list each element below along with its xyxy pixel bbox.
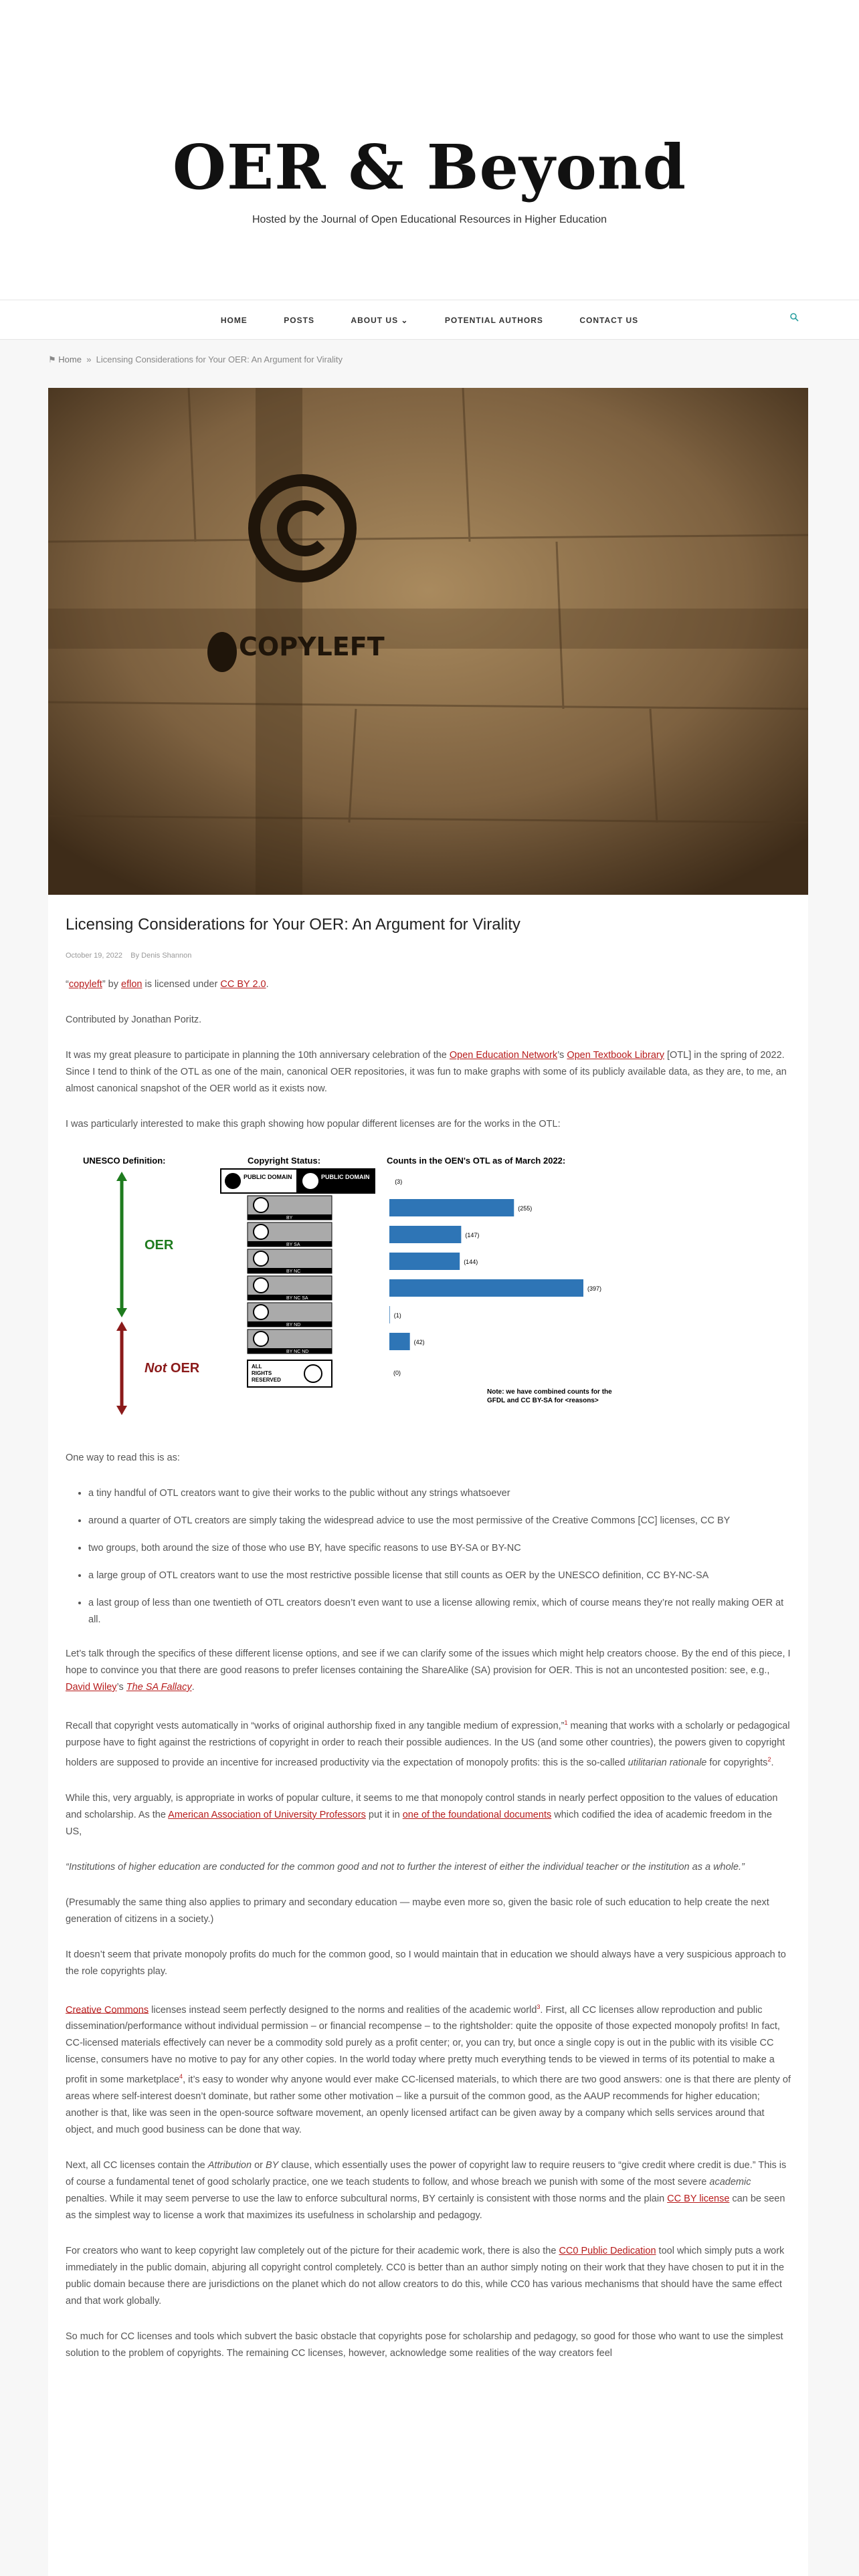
david-wiley-link[interactable]: David Wiley (66, 1682, 117, 1693)
hero-copyleft-text: COPYLEFT (239, 632, 385, 661)
eflon-link[interactable]: eflon (121, 979, 142, 990)
cc-icon (254, 1331, 268, 1346)
bars-group (389, 1199, 583, 1350)
cc0-link[interactable]: CC0 Public Dedication (559, 2246, 656, 2257)
breadcrumb-separator: » (86, 354, 92, 364)
chart-title: Counts in the OEN's OTL as of March 2022: (387, 1156, 566, 1166)
badge-text: BY NC SA (286, 1296, 308, 1301)
license-chart (72, 1152, 654, 1427)
home-icon: ⚑ (48, 354, 56, 364)
post-title: Licensing Considerations for Your OER: An Argument for Virality (66, 916, 520, 934)
nav-home[interactable]: HOME (220, 316, 248, 325)
oer-label: OER (145, 1238, 174, 1253)
chart-left-header: UNESCO Definition: (83, 1156, 166, 1166)
footnote-2[interactable]: 2 (767, 1755, 771, 1763)
nav-about-us[interactable]: ABOUT US ⌄ (351, 316, 409, 325)
site-tagline: Hosted by the Journal of Open Educational Resources in Higher Education (252, 214, 607, 225)
paragraph-graph-intro: I was particularly interested to make this graph showing how popular different licenses are for the works in the OTL: (66, 1119, 561, 1130)
cc-by-license-link[interactable]: CC BY license (667, 2193, 730, 2205)
creative-commons-link[interactable]: Creative Commons (66, 2004, 149, 2016)
post-author[interactable]: By Denis Shannon (130, 952, 192, 960)
cc-icon (254, 1278, 268, 1293)
bar-cc-by-nd (389, 1306, 390, 1323)
all-rights-reserved-text: RIGHTS (252, 1370, 272, 1376)
bar-cc-by-nc-sa (389, 1279, 583, 1297)
value-label: (3) (395, 1178, 403, 1185)
copyright-icon (304, 1365, 322, 1382)
nav-posts[interactable]: POSTS (284, 316, 314, 325)
cc-icon (254, 1251, 268, 1266)
list-item: • a last group of less than one twentieth of OTL creators doesn’t even want to use a license allowing remix, which of course means they’re not really making OER at all. (88, 1595, 791, 1628)
badge-text: BY SA (286, 1243, 300, 1247)
foundational-document-link[interactable]: one of the foundational documents (402, 1809, 552, 1820)
pd-badge-1: PUBLIC DOMAIN (244, 1174, 292, 1180)
image-attribution: “copyleft” by eflon is licensed under CC BY 2.0. (66, 979, 269, 990)
search-icon[interactable] (789, 312, 799, 325)
all-rights-reserved-text: RESERVED (252, 1377, 281, 1383)
oer-arrow (116, 1172, 127, 1317)
list-item: • a tiny handful of OTL creators want to give their works to the public without any strings whatsoever (88, 1485, 791, 1502)
aaup-link[interactable]: American Association of University Professors (168, 1809, 366, 1820)
paragraph-intro: It was my great pleasure to participate in planning the 10th anniversary celebration of the Open Education Network’s Open Textbook Library [OTL] in the spring of 2022. Since I tend to think of the OTL as one of the main, canonical OER repositories, it was fun to make graphs with some of its publicly available data, as they are, to me, an almost canonical snapshot of the OER world as it exists now. (66, 1050, 787, 1094)
paragraph-presumably: (Presumably the same thing also applies to primary and secondary education — maybe even more so, given the basic role of such education to help create the next generation of citizens in a society.) (66, 1897, 769, 1925)
paragraph-remaining: So much for CC licenses and tools which subvert the basic obstacle that copyrights pose for scholarship and pedagogy, so good for those who want to use the simplest solution to the problem of copyrights. The remaining CC licenses, however, acknowledge some realities of the way creators feel (66, 2331, 783, 2359)
badge-text: BY NC ND (286, 1350, 309, 1354)
license-badges (248, 1196, 332, 1387)
post-date[interactable]: October 19, 2022 (66, 952, 123, 960)
cc-icon (254, 1305, 268, 1319)
sa-fallacy-link[interactable]: The SA Fallacy (126, 1682, 192, 1693)
nav-potential-authors[interactable]: POTENTIAL AUTHORS (444, 316, 543, 325)
bar-cc-by-sa (389, 1226, 461, 1243)
value-label: (147) (465, 1232, 480, 1239)
all-rights-reserved-text: ALL (252, 1364, 262, 1370)
list-item: • a large group of OTL creators want to use the most restrictive possible license that still counts as OER by the UNESCO definition, CC BY-NC-SA (88, 1568, 791, 1584)
hero-image (48, 388, 808, 895)
value-label: (1) (393, 1312, 401, 1319)
pd-badge-2: PUBLIC DOMAIN (321, 1174, 370, 1180)
value-label: (255) (518, 1205, 533, 1212)
breadcrumb (48, 354, 343, 365)
not-oer-arrow (116, 1321, 127, 1415)
value-label: (0) (393, 1370, 401, 1376)
post-meta (66, 948, 791, 964)
paragraph-creative-commons: Creative Commons licenses instead seem perfectly designed to the norms and realities of the academic world$^3$. First, all CC licenses allow reproduction and public dissemination/performance without individual permission – or financial recompense – to the rightsholder: quite the opposite of those expected monopoly profits! In fact, CC-licensed materials effectively can never be a commodity sold purely as a profit center; or, you can try, but once a single copy is out in the public with its visible CC license, consumers have no motive to pay for any other copies. In the world today where pretty much everything tends to be viewed in terms of its potential to make a profit in some marketplace$^4$, it’s easy to wonder why anyone would ever make CC-licensed materials, to which there are two good answers: one is that there are plenty of areas where self-interest doesn’t dominate, but rather some other motivation – like a pursuit of the common good, as the AAUP recommends for higher education; another is that, like was seen in the open-source software movement, an openly licensed artifact can be given away by a company which sells services around that object, and much good business can be done that way. (66, 2003, 791, 2136)
footnote-4[interactable]: 4 (179, 2073, 183, 2080)
nav-contact-us[interactable]: CONTACT US (579, 316, 639, 325)
cc-by-20-link[interactable]: CC BY 2.0 (220, 979, 266, 990)
main-navigation (0, 300, 859, 340)
copyleft-link[interactable]: copyleft (68, 979, 102, 990)
paragraph-copyright: Recall that copyright vests automatically in “works of original authorship fixed in any tangible medium of expression,”$^1$ meaning that works with a scholarly or pedagogical purpose have to fight against the restrictions of copyright in order to reach their possible audiences. In the US (and some other countries), the powers given to copyright holders are supposed to provide an incentive for increased productivity via the expectation of monopoly profits: this is the so-called utilitarian rationale for copyrights$^2$. (66, 1719, 790, 1768)
cc-icon (254, 1224, 268, 1239)
paragraph-attribution: Next, all CC licenses contain the Attribution or BY clause, which essentially uses the power of copyright law to require reusers to “give credit where credit is due.” This is of course a fundamental tenet of good scholarly practice, one we teach students to follow, and whose breach we punish with some of the most severe academic penalties. While it may seem perverse to use the law to enforce subcultural norms, BY certainly is consistent with those norms and the plain CC BY license can be seen as the simplest way to license a work that maximizes its usefulness in scholarship and pedagogy. (66, 2160, 787, 2222)
paragraph-cc0: For creators who want to keep copyright law completely out of the picture for their academic work, there is also the CC0 Public Dedication tool which simply puts a work immediately in the public domain, abjuring all copyright control completely. CC0 is better than an author simply noting on their work that they have chosen to put it in the public domain because there are jurisdictions on the planet which do not allow creators to do this, while CC0 has various mechanisms that should have the same effect and that work globally. (66, 2246, 785, 2307)
list-item: • around a quarter of OTL creators are simply taking the widespread advice to use the most permissive of the Creative Commons [CC] licenses, CC BY (88, 1513, 791, 1529)
badge-text: BY ND (286, 1323, 301, 1327)
license-chart-svg (72, 1152, 654, 1427)
chart-note: Note: we have combined counts for the GFDL and CC BY-SA for <reasons> (487, 1388, 614, 1404)
cc-icon (254, 1198, 268, 1212)
contributed-by: Contributed by Jonathan Poritz. (66, 1014, 202, 1025)
value-label: (397) (587, 1285, 602, 1292)
aaup-quote: “Institutions of higher education are conducted for the common good and not to further the interest of either the individual teacher or the institution as a whole.” (66, 1861, 745, 1872)
open-textbook-library-link[interactable]: Open Textbook Library (567, 1050, 664, 1061)
paragraph-sa-intro: Let’s talk through the specifics of these different license options, and see if we can clarify some of the issues which might help creators choose. By the end of this piece, I hope to convince you that there are good reasons to prefer licenses containing the ShareAlike (SA) provision for OER. This is not an uncontested position: see, e.g., David Wiley’s The SA Fallacy. (66, 1648, 791, 1693)
post-card (48, 895, 808, 2576)
open-education-network-link[interactable]: Open Education Network (449, 1050, 558, 1061)
site-header (0, 0, 859, 300)
list-item: • two groups, both around the size of those who use BY, have specific reasons to use BY-SA or BY-NC (88, 1540, 791, 1557)
footnote-1[interactable]: 1 (564, 1719, 568, 1726)
footnote-3[interactable]: 3 (537, 2003, 541, 2010)
breadcrumb-current: Licensing Considerations for Your OER: An Argument for Virality (96, 354, 343, 364)
public-domain-badges (221, 1169, 375, 1193)
bar-cc-by-nc (389, 1253, 460, 1270)
badge-text: BY NC (286, 1269, 301, 1274)
bar-cc-by-nc-nd (389, 1333, 410, 1350)
not-oer-label: Not OER (145, 1361, 200, 1376)
paragraph-common-good: It doesn’t seem that private monopoly profits do much for the common good, so I would maintain that in education we should always have a very suspicious approach to the role copyrights play. (66, 1949, 786, 1977)
paragraph-read-as: One way to read this is as: (66, 1453, 180, 1463)
site-title[interactable]: OER & Beyond (172, 131, 687, 203)
value-label: (144) (464, 1259, 478, 1265)
reading-list (66, 1485, 791, 1628)
value-label: (42) (413, 1339, 425, 1346)
breadcrumb-home[interactable]: Home (58, 354, 82, 364)
badge-text: BY (286, 1216, 293, 1220)
paragraph-aaup: While this, very arguably, is appropriate in works of popular culture, it seems to me that monopoly control stands in nearly perfect opposition to the values of education and scholarship. As the American Association of University Professors put it in one of the foundational documents which codified the idea of academic freedom in the US, (66, 1792, 778, 1837)
bar-cc-by (389, 1199, 514, 1216)
chart-status-header: Copyright Status: (248, 1156, 321, 1166)
